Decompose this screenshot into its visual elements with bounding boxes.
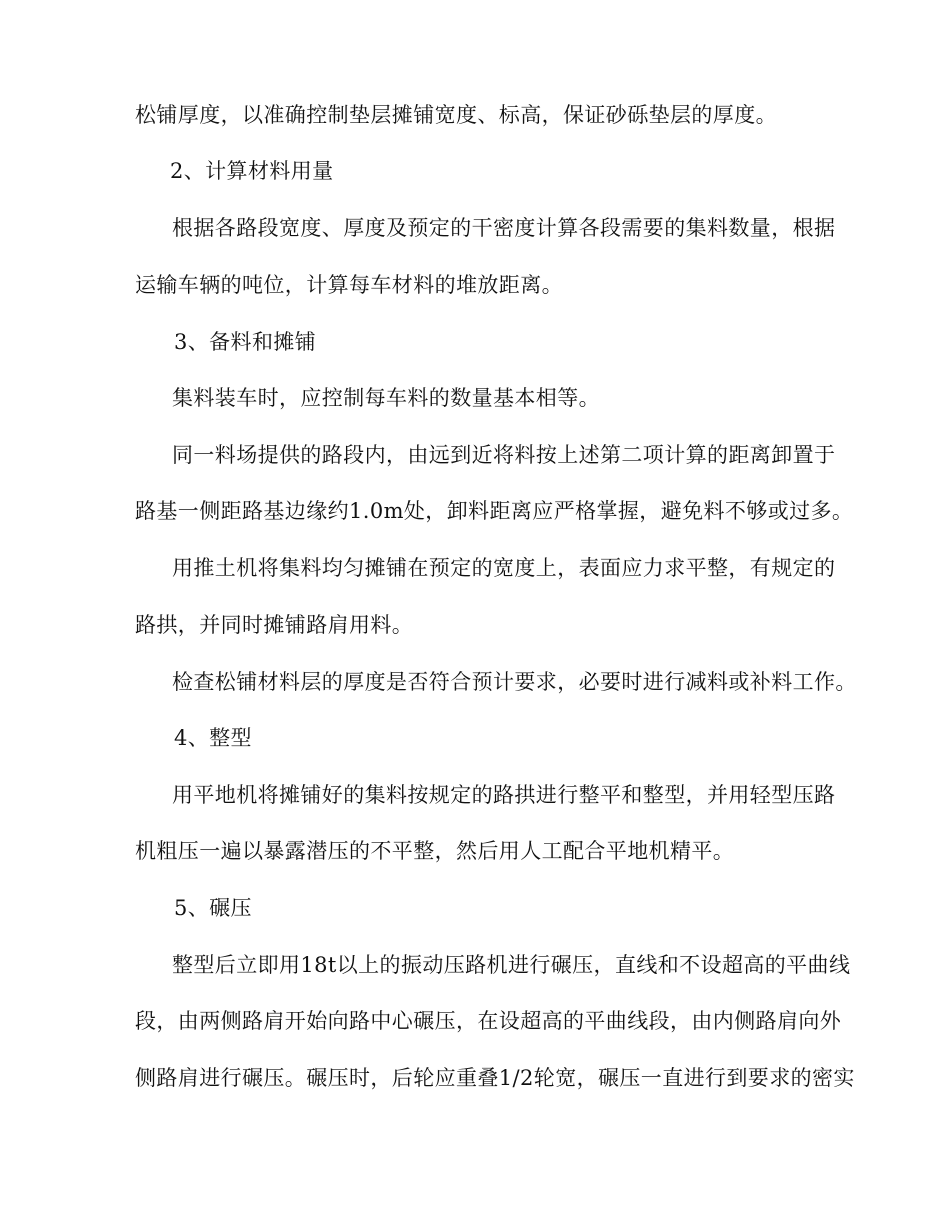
paragraph-line: 集料装车时，应控制每车料的数量基本相等。: [172, 386, 600, 410]
section-heading: 4、整型: [174, 726, 252, 750]
section-heading: 2、计算材料用量: [170, 159, 334, 183]
section-heading: 3、备料和摊铺: [174, 330, 317, 354]
paragraph-line: 侧路肩进行碾压。碾压时，后轮应重叠1/2轮宽，碾压一直进行到要求的密实: [135, 1066, 855, 1090]
paragraph-line: 运输车辆的吨位，计算每车材料的堆放距离。: [135, 273, 563, 297]
paragraph-line: 路基一侧距路基边缘约1.0m处，卸料距离应严格掌握，避免料不够或过多。: [135, 499, 854, 523]
section-heading: 5、碾压: [174, 896, 252, 920]
paragraph-line: 路拱，并同时摊铺路肩用料。: [135, 613, 414, 637]
paragraph-line: 用推土机将集料均匀摊铺在预定的宽度上，表面应力求平整，有规定的: [172, 556, 836, 580]
paragraph-line: 机粗压一遍以暴露潜压的不平整，然后用人工配合平地机精平。: [135, 839, 735, 863]
paragraph-line: 整型后立即用18t以上的振动压路机进行碾压，直线和不设超高的平曲线: [172, 953, 851, 977]
paragraph-line: 用平地机将摊铺好的集料按规定的路拱进行整平和整型，并用轻型压路: [172, 783, 836, 807]
paragraph-line: 松铺厚度，以准确控制垫层摊铺宽度、标高，保证砂砾垫层的厚度。: [135, 103, 777, 127]
paragraph-line: 根据各路段宽度、厚度及预定的干密度计算各段需要的集料数量，根据: [172, 216, 836, 240]
paragraph-line: 段，由两侧路肩开始向路中心碾压，在设超高的平曲线段，由内侧路肩向外: [135, 1009, 842, 1033]
paragraph-line: 同一料场提供的路段内，由远到近将料按上述第二项计算的距离卸置于: [172, 443, 836, 467]
paragraph-line: 检查松铺材料层的厚度是否符合预计要求，必要时进行减料或补料工作。: [172, 670, 857, 694]
